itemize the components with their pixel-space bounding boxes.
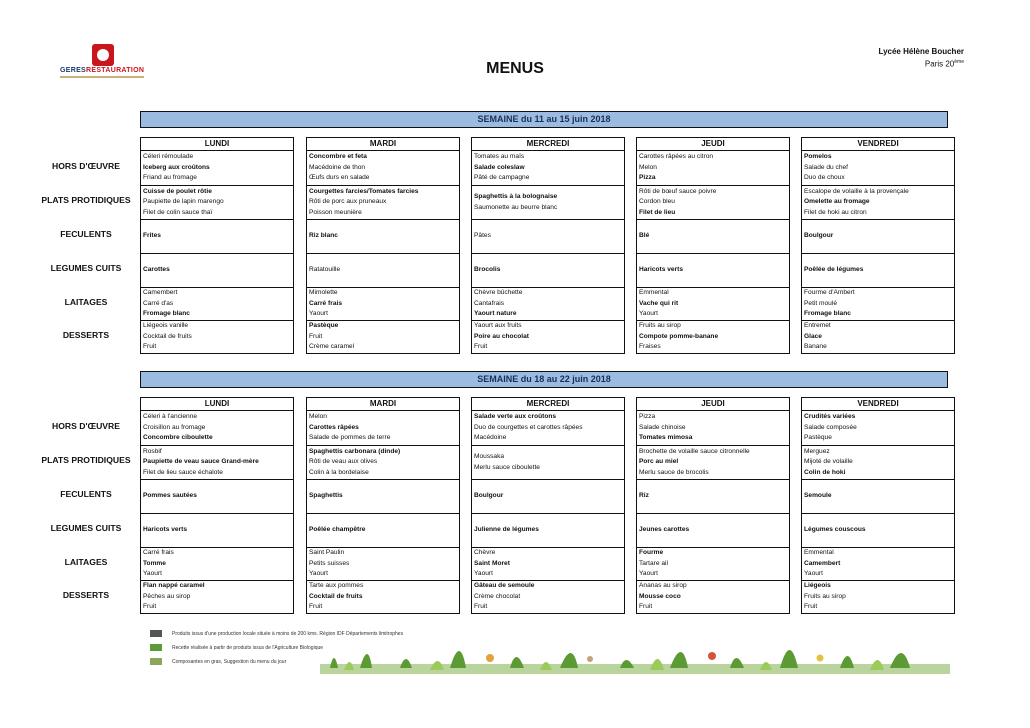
menu-item: Jeunes carottes: [639, 526, 690, 534]
menu-section: [637, 185, 789, 219]
menu-item: Fruits au sirop: [804, 592, 846, 600]
menu-item: Fromage blanc: [804, 310, 851, 318]
menu-item: Fruit: [309, 603, 323, 611]
menu-item: Poire au chocolat: [474, 332, 529, 340]
menu-item: Boulgour: [804, 232, 834, 240]
menu-item: Liégeois: [804, 582, 831, 590]
footer-line-local: Produits issus d'une production locale située à moins de 200 kms. Région IDF Départements limitrophes: [150, 630, 403, 638]
menu-item: Ananas au sirop: [639, 582, 687, 590]
menu-item: Filet de lieu: [639, 208, 676, 216]
menu-section: [637, 513, 789, 547]
menu-item: Carré frais: [143, 549, 174, 557]
menu-item: Boulgour: [474, 492, 504, 500]
menu-section: [802, 253, 954, 287]
menu-item: Flan nappé caramel: [143, 582, 205, 590]
menu-item: Melon: [639, 163, 657, 171]
row-label: PLATS PROTIDIQUES: [41, 195, 131, 205]
menu-section: [472, 287, 624, 320]
menu-item: Spaghettis à la bolognaise: [474, 193, 558, 200]
menu-section: [141, 580, 293, 613]
menu-section: [472, 185, 624, 219]
menu-item: Fruit: [804, 603, 818, 611]
day-column-lundi: [140, 397, 294, 614]
menu-item: Julienne de légumes: [474, 526, 539, 534]
menu-item: Riz blanc: [309, 232, 338, 240]
menu-item: Duo de choux: [804, 174, 845, 182]
menu-item: Pommes sautées: [143, 492, 197, 500]
menu-item: Fruit: [143, 343, 157, 351]
menu-section: [307, 411, 459, 445]
menu-section: [472, 547, 624, 580]
menu-item: Porc au miel: [639, 458, 679, 466]
menu-item: Camembert: [143, 289, 178, 297]
menu-item: Rosbif: [143, 447, 162, 455]
menu-item: Frites: [143, 232, 161, 240]
menu-item: Saint Paulin: [309, 549, 345, 557]
menu-item: Cuisse de poulet rôtie: [143, 187, 212, 195]
day-header: MARDI: [307, 138, 459, 151]
menu-section: [307, 253, 459, 287]
logo-brand-text: GERESRESTAURATION: [60, 67, 145, 74]
menu-section: [802, 320, 954, 353]
menu-item: Compote pomme-banane: [639, 332, 719, 340]
row-label: PLATS PROTIDIQUES: [41, 455, 131, 465]
menu-section: [141, 219, 293, 253]
menu-item: Céleri à l'ancienne: [143, 413, 198, 421]
menu-item: Tarte aux pommes: [309, 582, 364, 590]
menu-item: Mijoté de volaille: [804, 458, 853, 466]
menu-item: Concombre et feta: [309, 153, 367, 161]
footer-line-bold: Composantes en gras, Suggestion du menu du jour: [150, 658, 286, 666]
grass-decoration-icon: [320, 628, 950, 674]
menu-item: Carottes: [143, 266, 170, 274]
menu-section: [472, 445, 624, 479]
menu-item: Spaghettis carbonara (dinde): [309, 447, 401, 455]
menu-item: Emmental: [639, 289, 669, 297]
day-column-vendredi: [801, 137, 955, 354]
menu-item: Merlu sauce ciboulette: [474, 463, 540, 471]
menu-item: Liégeois vanille: [143, 322, 189, 330]
menu-item: Poêlée champêtre: [309, 526, 366, 534]
menu-item: Céleri rémoulade: [143, 153, 194, 161]
menu-item: Chèvre bûchette: [474, 289, 523, 297]
menu-item: Concombre ciboulette: [143, 434, 213, 442]
menu-section: [307, 580, 459, 613]
menu-item: Crème caramel: [309, 343, 355, 351]
menu-item: Fruit: [474, 603, 488, 611]
menu-section: [307, 479, 459, 513]
menu-item: Merlu sauce de brocolis: [639, 468, 709, 476]
menu-item: Fraises: [639, 343, 661, 351]
menu-item: Haricots verts: [143, 526, 187, 534]
menu-item: Yaourt: [309, 310, 328, 318]
menu-section: [141, 445, 293, 479]
menu-item: Yaourt: [309, 570, 328, 578]
menu-item: Yaourt: [474, 570, 493, 578]
menu-item: Poêlée de légumes: [804, 266, 864, 274]
row-label: HORS D'ŒUVRE: [52, 161, 120, 171]
menu-section: [802, 580, 954, 613]
menu-item: Vache qui rit: [639, 299, 679, 307]
school-info: [878, 46, 964, 70]
menu-item: Pizza: [639, 413, 656, 421]
menu-item: Mimolette: [309, 289, 338, 297]
menu-item: Carré frais: [309, 299, 342, 307]
menu-item: Friand au fromage: [143, 174, 197, 182]
menu-item: Brochette de volaille sauce citronnelle: [639, 447, 750, 455]
menu-item: Banane: [804, 343, 827, 351]
menu-section: [802, 411, 954, 445]
day-column-mardi: [306, 137, 460, 354]
menu-item: Fruit: [309, 332, 323, 340]
menu-item: Cordon bleu: [639, 198, 675, 206]
menu-section: [307, 547, 459, 580]
page-title: MENUS: [486, 60, 544, 77]
menu-section: [637, 411, 789, 445]
menu-section: [637, 580, 789, 613]
menu-item: Omelette au fromage: [804, 198, 870, 206]
row-label: LAITAGES: [64, 556, 108, 567]
menu-section: [472, 151, 624, 185]
menu-section: [141, 320, 293, 353]
menu-item: Brocolis: [474, 266, 501, 274]
menu-item: Courgettes farcies/Tomates farcies: [309, 187, 419, 195]
menu-item: Iceberg aux croûtons: [143, 163, 210, 171]
menu-item: Riz: [639, 492, 649, 500]
menu-item: Colin de hoki: [804, 468, 846, 476]
menu-section: [637, 219, 789, 253]
menu-item: Chèvre: [474, 549, 496, 557]
menu-item: Rôti de porc aux pruneaux: [309, 198, 387, 206]
menu-item: Merguez: [804, 447, 830, 455]
menu-item: Pâtes: [474, 232, 491, 240]
menu-item: Pizza: [639, 174, 656, 182]
menu-item: Tomates mimosa: [639, 434, 693, 442]
menu-item: Haricots verts: [639, 266, 683, 274]
menu-item: Melon: [309, 413, 327, 421]
day-header: VENDREDI: [802, 398, 954, 411]
day-header: MARDI: [307, 398, 459, 411]
menu-section: [307, 445, 459, 479]
menu-item: Cocktail de fruits: [309, 592, 363, 600]
menu-item: Filet de colin sauce thaï: [143, 208, 213, 216]
menu-section: [141, 287, 293, 320]
menu-item: Carottes râpées: [309, 423, 359, 431]
menu-section: [307, 320, 459, 353]
menu-section: [637, 547, 789, 580]
menu-item: Semoule: [804, 492, 832, 500]
row-label: LAITAGES: [64, 296, 108, 307]
menu-item: Tartare ail: [639, 559, 668, 567]
menu-section: [307, 185, 459, 219]
menu-section: [802, 151, 954, 185]
menu-item: Carottes râpées au citron: [639, 153, 714, 161]
day-column-mardi: [306, 397, 460, 614]
day-column-jeudi: [636, 397, 790, 614]
menu-item: Spaghettis: [309, 492, 343, 500]
menu-item: Pomelos: [804, 153, 832, 161]
menu-section: [472, 219, 624, 253]
menu-item: Pêches au sirop: [143, 592, 191, 600]
menu-item: Filet de lieu sauce échalote: [143, 468, 223, 476]
menu-item: Crudités variées: [804, 413, 856, 421]
menu-item: Yaourt: [804, 570, 823, 578]
menu-item: Escalope de volaille à la provençale: [804, 187, 909, 195]
menu-section: [307, 513, 459, 547]
menu-item: Salade de pommes de terre: [309, 434, 391, 442]
menu-item: Œufs durs en salade: [309, 174, 370, 182]
menu-item: Yaourt: [639, 310, 658, 318]
week-banner: SEMAINE du 18 au 22 juin 2018: [140, 371, 948, 388]
menu-item: Paupiette de veau sauce Grand-mère: [143, 458, 259, 466]
menu-item: Pastèque: [804, 434, 832, 442]
menu-section: [802, 287, 954, 320]
menu-item: Cocktail de fruits: [143, 332, 192, 340]
row-label: FECULENTS: [60, 489, 112, 499]
local-product-icon: [150, 630, 162, 637]
menu-item: Glace: [804, 332, 822, 340]
menu-item: Fromage blanc: [143, 310, 190, 318]
week-banner: SEMAINE du 11 au 15 juin 2018: [140, 111, 948, 128]
menu-item: Fruit: [143, 603, 157, 611]
menu-item: Yaourt: [639, 570, 658, 578]
menu-item: Moussaka: [474, 453, 505, 460]
menu-section: [472, 320, 624, 353]
row-label: DESSERTS: [62, 329, 110, 340]
menu-section: [472, 479, 624, 513]
menu-item: Petits suisses: [309, 559, 350, 567]
menu-item: Rôti de bœuf sauce poivre: [639, 187, 717, 195]
menu-item: Fruit: [474, 343, 488, 351]
menu-item: Ratatouille: [309, 266, 341, 274]
menu-section: [637, 287, 789, 320]
menu-item: Crème chocolat: [474, 592, 521, 600]
menu-item: Pastèque: [309, 322, 339, 330]
menu-item: Macédoine: [474, 434, 507, 442]
menu-item: Salade du chef: [804, 163, 848, 171]
footer-line-bio: Recette réalisée à partir de produits issus de l'Agriculture Biologique: [150, 644, 323, 652]
day-column-mercredi: [471, 397, 625, 614]
menu-item: Poisson meunière: [309, 208, 362, 216]
menu-item: Salade composée: [804, 423, 857, 431]
menu-section: [637, 253, 789, 287]
menu-item: Macédoine de thon: [309, 163, 366, 171]
menu-item: Yaourt aux fruits: [474, 322, 522, 330]
menu-section: [802, 445, 954, 479]
menu-section: [307, 219, 459, 253]
menu-item: Cantafrais: [474, 299, 505, 307]
menu-section: [637, 320, 789, 353]
menu-section: [637, 479, 789, 513]
menu-item: Duo de courgettes et carottes râpées: [474, 423, 583, 431]
menu-item: Petit moulé: [804, 299, 837, 307]
menu-section: [307, 151, 459, 185]
menu-item: Salade chinoise: [639, 423, 686, 431]
menu-section: [802, 547, 954, 580]
menu-item: Tomates au maïs: [474, 153, 525, 161]
menu-section: [141, 253, 293, 287]
menu-item: Filet de hoki au citron: [804, 208, 867, 216]
menu-section: [141, 151, 293, 185]
menu-item: Blé: [639, 232, 650, 240]
day-header: VENDREDI: [802, 138, 954, 151]
day-header: LUNDI: [141, 138, 293, 151]
menu-item: Salade verte aux croûtons: [474, 413, 557, 421]
menu-section: [141, 479, 293, 513]
menu-section: [141, 185, 293, 219]
menu-item: Saint Moret: [474, 559, 510, 567]
menu-section: [307, 287, 459, 320]
day-header: JEUDI: [637, 398, 789, 411]
menu-item: Rôti de veau aux olives: [309, 458, 378, 466]
menu-section: [472, 513, 624, 547]
organic-leaf-icon: [150, 644, 162, 651]
menu-item: Fruits au sirop: [639, 322, 681, 330]
day-header: JEUDI: [637, 138, 789, 151]
menu-section: [141, 411, 293, 445]
menu-section: [802, 479, 954, 513]
menu-item: Salade coleslaw: [474, 163, 525, 171]
menu-item: Fourme d'Ambert: [804, 289, 855, 297]
menu-section: [472, 580, 624, 613]
menu-item: Croisillon au fromage: [143, 423, 206, 431]
row-label: FECULENTS: [60, 229, 112, 239]
menu-item: Yaourt nature: [474, 310, 517, 318]
day-column-vendredi: [801, 397, 955, 614]
menu-item: Saumonette au beurre blanc: [474, 203, 558, 211]
menu-section: [472, 253, 624, 287]
day-column-mercredi: [471, 137, 625, 354]
row-label: DESSERTS: [62, 589, 110, 600]
menu-section: [802, 185, 954, 219]
menu-item: Camembert: [804, 559, 841, 567]
menu-item: Yaourt: [143, 570, 162, 578]
menu-item: Emmental: [804, 549, 834, 557]
day-column-jeudi: [636, 137, 790, 354]
menu-section: [472, 411, 624, 445]
menu-item: Paupiette de lapin marengo: [143, 198, 224, 206]
menu-section: [802, 513, 954, 547]
menu-section: [141, 547, 293, 580]
row-label: HORS D'ŒUVRE: [52, 421, 120, 431]
menu-item: Entremet: [804, 322, 831, 330]
menu-item: Tomme: [143, 559, 166, 567]
school-name: Lycée Hélène Boucher: [878, 47, 964, 56]
menu-section: [637, 151, 789, 185]
menu-item: Fourme: [639, 549, 664, 557]
day-column-lundi: [140, 137, 294, 354]
menu-item: Mousse coco: [639, 592, 681, 600]
day-header: LUNDI: [141, 398, 293, 411]
menu-section: [637, 445, 789, 479]
day-header: MERCREDI: [472, 138, 624, 151]
day-header: MERCREDI: [472, 398, 624, 411]
menu-section: [802, 219, 954, 253]
menu-item: Carré d'as: [143, 299, 174, 307]
menu-item: Colin à la bordelaise: [309, 468, 369, 476]
row-label: LEGUMES CUITS: [50, 263, 122, 273]
suggestion-icon: [150, 658, 162, 665]
menu-item: Gâteau de semoule: [474, 582, 535, 590]
menu-item: Fruit: [639, 603, 653, 611]
menu-item: Légumes couscous: [804, 526, 866, 534]
menu-item: Pâté de campagne: [474, 174, 530, 182]
menu-section: [141, 513, 293, 547]
row-label: LEGUMES CUITS: [50, 523, 122, 533]
school-city: Paris 20ème: [924, 59, 964, 69]
